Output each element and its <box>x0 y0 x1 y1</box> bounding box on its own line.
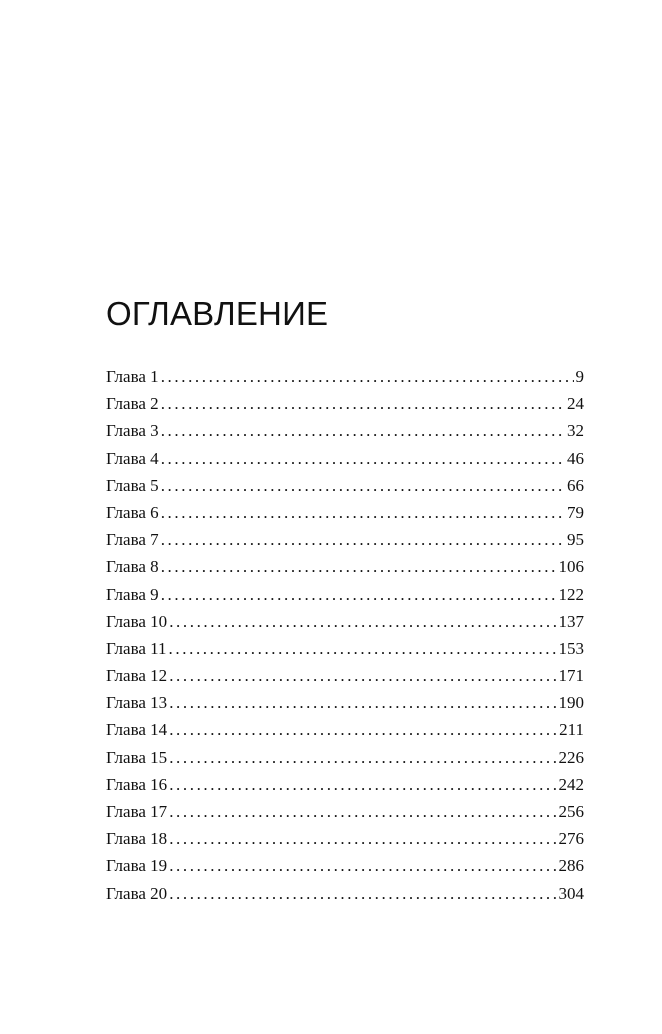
toc-entry-label: Глава 19 <box>106 856 168 876</box>
dot-leader <box>161 472 565 499</box>
toc-list <box>106 363 584 907</box>
toc-entry <box>106 635 584 662</box>
dot-leader <box>169 771 556 798</box>
toc-entry-label: Глава 9 <box>106 584 159 604</box>
toc-entry-page-number: 242 <box>558 774 584 794</box>
toc-entry-label: Глава 12 <box>106 666 168 686</box>
toc-entry-page-number: 79 <box>567 502 584 522</box>
dot-leader <box>161 526 565 553</box>
toc-entry <box>106 744 584 771</box>
toc-entry-label: Глава 8 <box>106 557 159 577</box>
toc-entry-page-number: 122 <box>558 584 584 604</box>
toc-entry <box>106 852 584 879</box>
dot-leader <box>161 499 565 526</box>
toc-entry-label: Глава 13 <box>106 693 168 713</box>
toc-entry <box>106 526 584 553</box>
toc-entry <box>106 825 584 852</box>
dot-leader <box>169 716 557 743</box>
toc-entry <box>106 472 584 499</box>
toc-entry-page-number: 106 <box>558 557 584 577</box>
toc-entry-page-number: 190 <box>558 693 584 713</box>
toc-entry <box>106 553 584 580</box>
toc-entry-page-number: 171 <box>558 666 584 686</box>
toc-entry <box>106 716 584 743</box>
toc-entry <box>106 445 584 472</box>
dot-leader <box>169 662 556 689</box>
dot-leader <box>169 880 556 907</box>
toc-entry <box>106 390 584 417</box>
dot-leader <box>161 363 574 390</box>
toc-entry-label: Глава 1 <box>106 367 159 386</box>
dot-leader <box>161 553 557 580</box>
toc-entry <box>106 608 584 635</box>
dot-leader <box>161 417 565 444</box>
dot-leader <box>161 581 557 608</box>
toc-entry-page-number: 95 <box>567 530 584 550</box>
dot-leader <box>169 689 556 716</box>
dot-leader <box>161 390 565 417</box>
toc-entry <box>106 499 584 526</box>
dot-leader <box>169 744 556 771</box>
toc-entry-label: Глава 16 <box>106 774 168 794</box>
toc-entry-page-number: 256 <box>558 802 584 821</box>
toc-entry <box>106 689 584 716</box>
toc-entry <box>106 662 584 689</box>
toc-entry-label: Глава 17 <box>106 802 168 821</box>
toc-entry-label: Глава 10 <box>106 611 168 631</box>
toc-entry-label: Глава 6 <box>106 502 159 522</box>
toc-entry-page-number: 24 <box>567 394 584 414</box>
toc-entry-page-number: 226 <box>558 747 584 767</box>
toc-entry-page-number: 46 <box>567 448 584 468</box>
toc-entry <box>106 363 584 390</box>
dot-leader <box>161 445 565 472</box>
toc-entry <box>106 417 584 444</box>
toc-entry-label: Глава 2 <box>106 394 159 414</box>
dot-leader <box>169 798 556 825</box>
toc-entry-label: Глава 7 <box>106 530 159 550</box>
toc-entry-label: Глава 15 <box>106 747 168 767</box>
dot-leader <box>169 852 556 879</box>
toc-entry <box>106 798 584 825</box>
toc-entry <box>106 880 584 907</box>
toc-entry <box>106 771 584 798</box>
toc-entry-page-number: 286 <box>558 856 584 876</box>
toc-entry-page-number: 137 <box>558 611 584 631</box>
toc-entry-page-number: 66 <box>567 475 584 495</box>
dot-leader <box>169 608 556 635</box>
toc-entry-page-number: 304 <box>558 883 584 903</box>
dot-leader <box>169 635 557 662</box>
toc-entry-label: Глава 11 <box>106 638 167 658</box>
toc-entry <box>106 581 584 608</box>
toc-entry-page-number: 211 <box>559 720 584 740</box>
toc-entry-page-number: 153 <box>558 638 584 658</box>
dot-leader <box>169 825 556 852</box>
toc-entry-page-number: 9 <box>575 367 584 386</box>
toc-heading: ОГЛАВЛЕНИЕ <box>106 295 329 332</box>
toc-entry-label: Глава 3 <box>106 421 159 441</box>
toc-entry-label: Глава 14 <box>106 720 168 740</box>
toc-entry-label: Глава 4 <box>106 448 159 468</box>
toc-entry-page-number: 276 <box>558 829 584 849</box>
toc-entry-page-number: 32 <box>567 421 584 441</box>
toc-entry-label: Глава 20 <box>106 883 168 903</box>
toc-entry-label: Глава 18 <box>106 829 168 849</box>
toc-entry-label: Глава 5 <box>106 475 159 495</box>
